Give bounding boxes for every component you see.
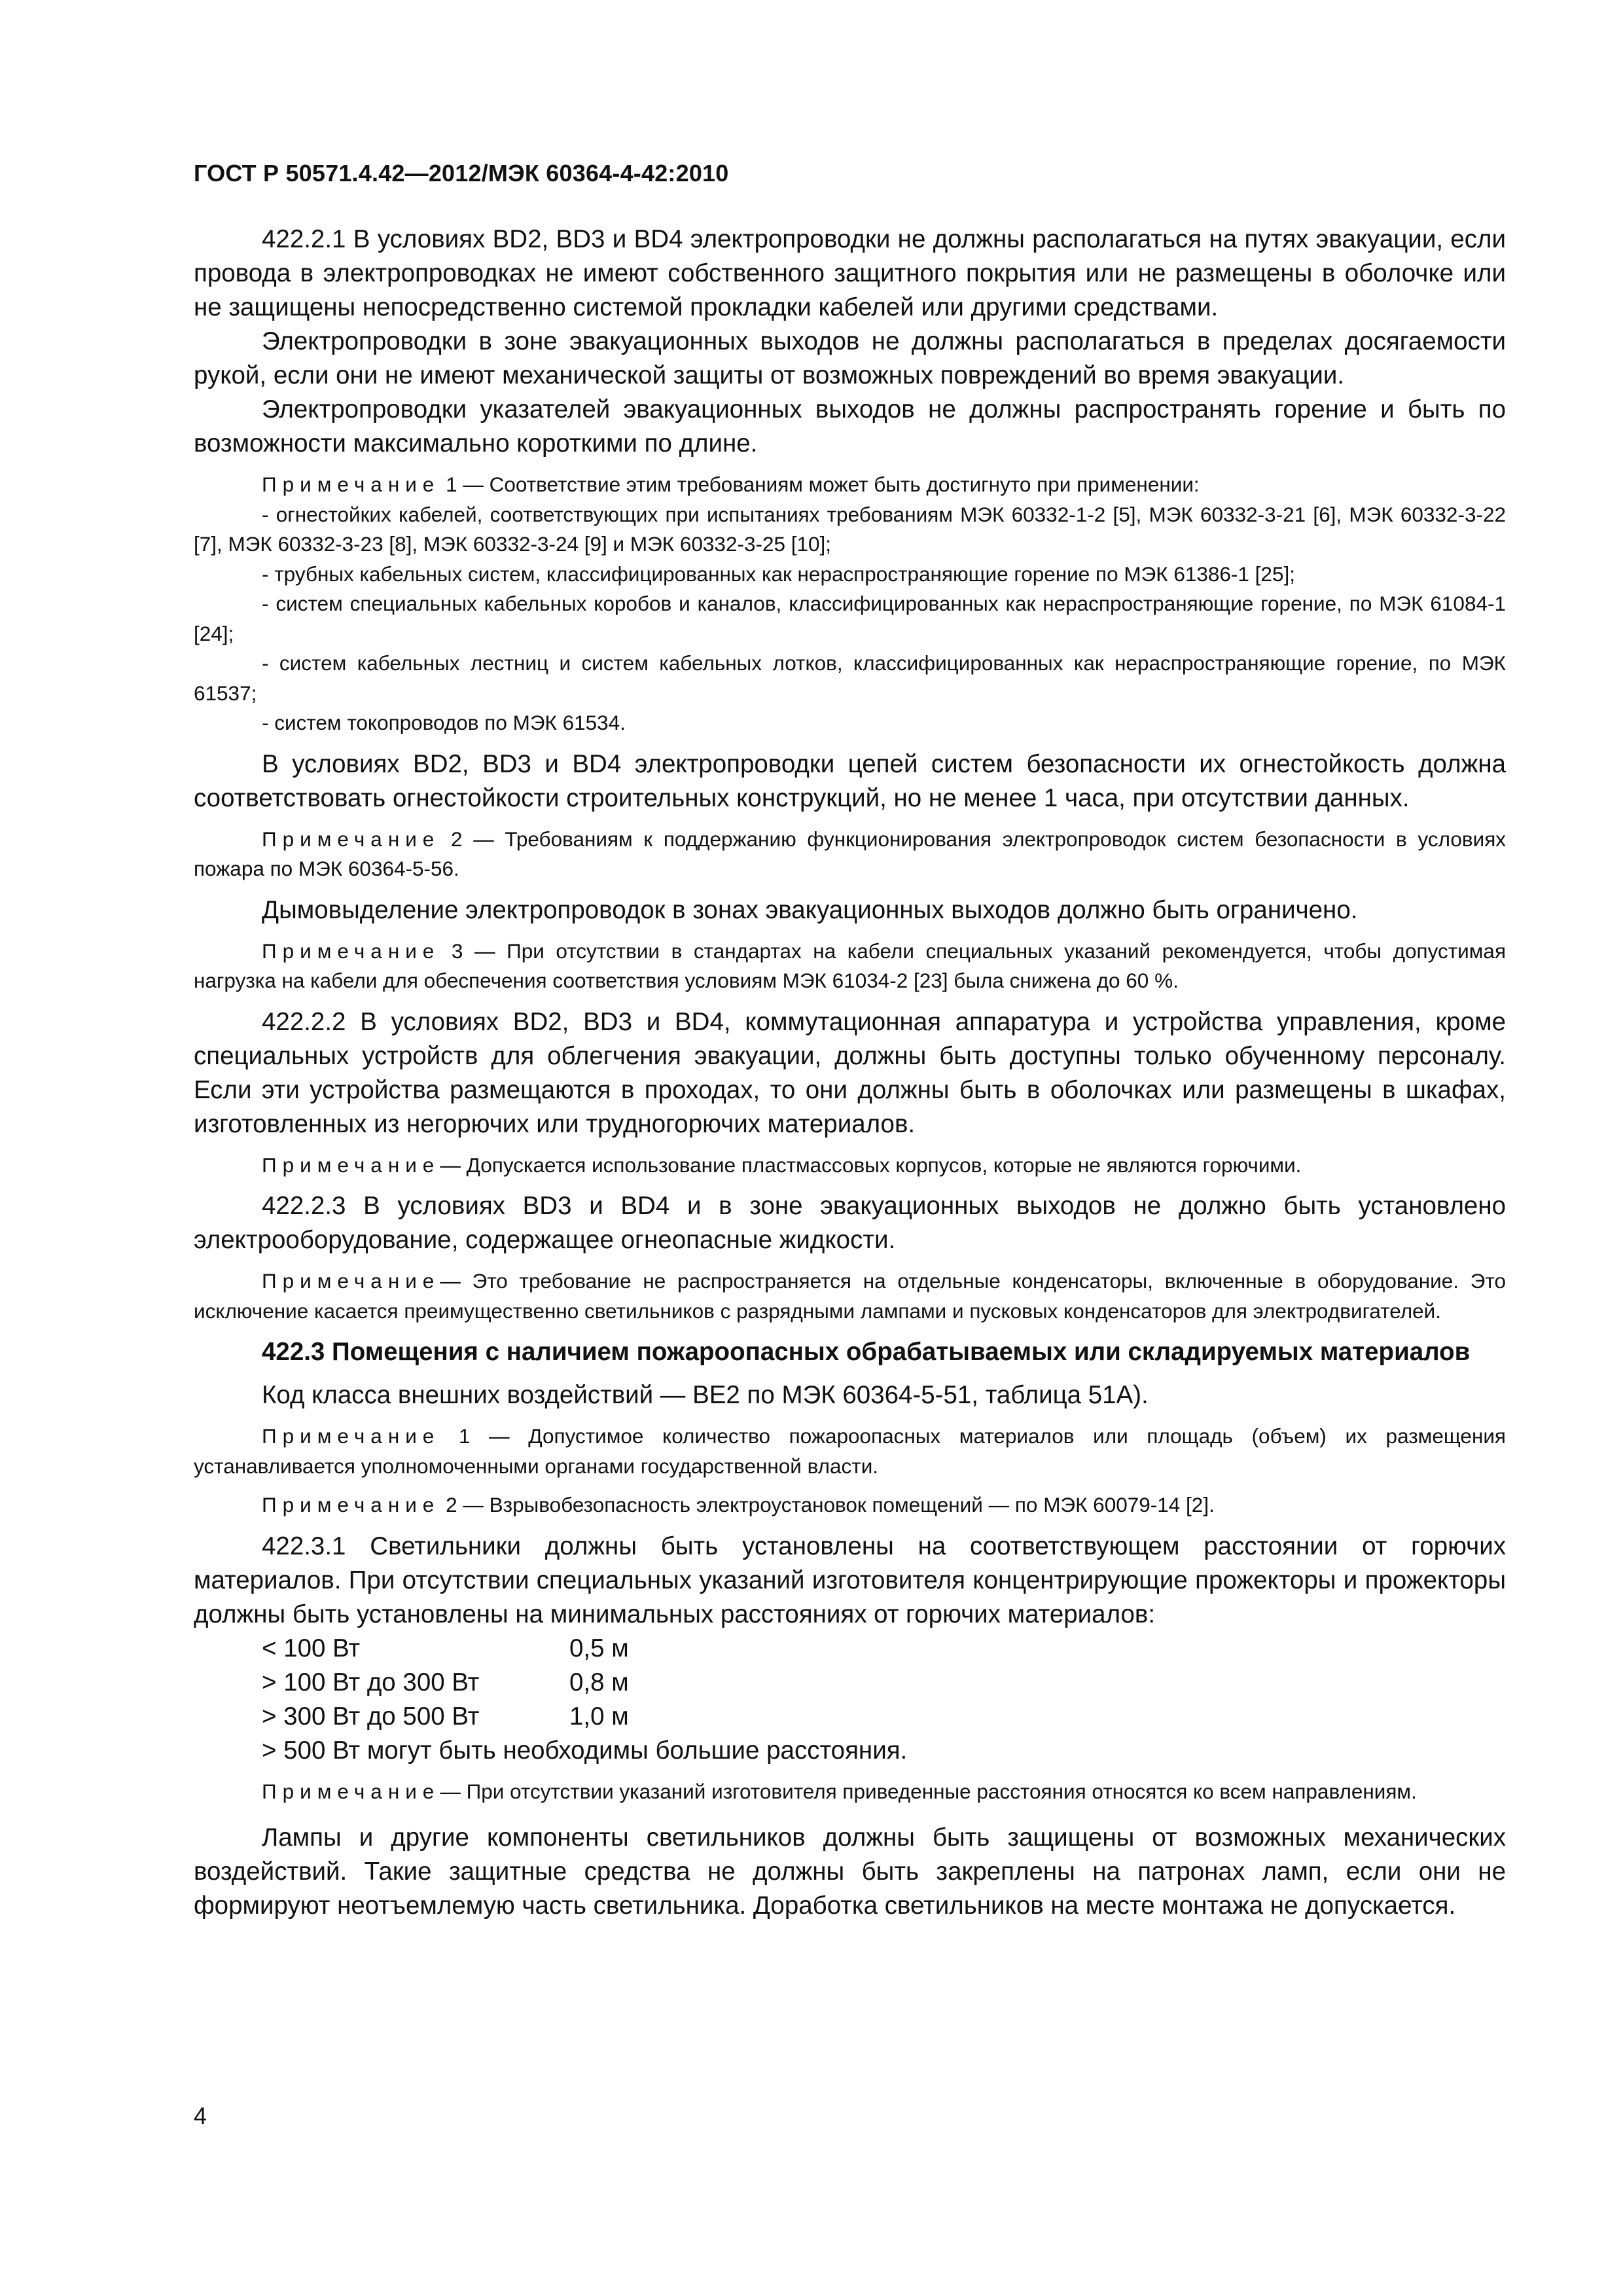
paragraph: Дымовыделение электропроводок в зонах эвакуационных выходов должно быть ограничено. [262,895,1358,924]
paragraph: Код класса внешних воздействий — BE2 по МЭК 60364-5-51, таблица 51А). [262,1381,1149,1409]
paragraph: В условиях BD2, BD3 и BD4 электропроводки цепей систем безопасности их огнестойкость должна соответствовать огнестойкости строительных конструкций, но не менее 1 часа, при отсутствии данных. [194,749,1506,812]
paragraph-422-2-2: 422.2.2 В условиях BD2, BD3 и BD4, коммутационная аппаратура и устройства управления, кроме специальных устройств для облегчения эвакуации, должны быть доступны только обученному персоналу. Если эти устройства размещаются в проходах, то они должны быть в оболочках или размещены в шкафах, изготовленных из негорючих или трудногорючих материалов. [194,1007,1506,1138]
table-row [262,1632,1506,1666]
power-cell: < 100 Вт [262,1634,361,1662]
distance-cell: 0,5 м [569,1634,629,1662]
note-text: 2 — Взрывобезопасность электроустановок помещений — по МЭК 60079-14 [2]. [446,1493,1215,1516]
power-cell: > 300 Вт до 500 Вт [262,1702,480,1731]
note-2 [194,825,1506,884]
note-1 [194,1422,1506,1481]
document-header: ГОСТ Р 50571.4.42—2012/МЭК 60364-4-42:2010 [194,160,729,187]
paragraph-422-2-1: 422.2.1 В условиях BD2, BD3 и BD4 электропроводки не должны располагаться на путях эвакуации, если провода в электропроводках не имеют собственного защитного покрытия или не размещены в оболочке или не защищены непосредственно системой прокладки кабелей или другими средствами. [194,225,1506,321]
note-label: Примечание [262,1424,440,1448]
note-list-item: - огнестойких кабелей, соответствующих при испытаниях требованиям МЭК 60332-1-2 [5], МЭК 60332-3-21 [6], МЭК 60332-3-22 [7], МЭК 60332-3-23 [8], МЭК 60332-3-24 [9] и МЭК 60332-3-25 [10]; [194,502,1506,556]
note-list-item: - трубных кабельных систем, классифицированных как нераспространяющие горение по МЭК 61386-1 [25]; [262,562,1295,586]
document-body [194,223,1506,1923]
note-label: Примечание [262,939,440,963]
paragraph: Электропроводки в зоне эвакуационных выходов не должны располагаться в пределах досягаемости рукой, если они не имеют механической защиты от возможных повреждений во время эвакуации. [194,327,1506,389]
note-text: 3 — При отсутствии в стандартах на кабели специальных указаний рекомендуется, чтобы допустимая нагрузка на кабели для обеспечения соответствия условиям МЭК 61034-2 [23] была снижена до 60 %. [194,939,1506,992]
note [194,1777,1506,1807]
note [194,1266,1506,1326]
note-label: Примечание [262,827,440,851]
paragraph: Электропроводки указателей эвакуационных выходов не должны распространять горение и быть по возможности максимально короткими по длине. [194,395,1506,457]
note-1 [194,470,1506,500]
note-list-item: - систем кабельных лестниц и систем кабельных лотков, классифицированных как нераспространяющие горение, по МЭК 61537; [194,651,1506,705]
power-cell: > 500 Вт могут быть необходимы большие расстояния. [262,1736,908,1765]
table-row [262,1666,1506,1700]
note-label: Примечание [262,1493,440,1516]
note-text: 1 — Соответствие этим требованиям может быть достигнуто при применении: [446,473,1200,496]
paragraph-422-2-3: 422.2.3 В условиях BD3 и BD4 и в зоне эвакуационных выходов не должно быть установлено электрооборудование, содержащее огнеопасные жидкости. [194,1192,1506,1254]
page-number: 4 [194,2102,207,2129]
distance-cell: 0,8 м [569,1668,629,1696]
distance-table [194,1632,1506,1768]
note-label: Примечание [262,1779,440,1803]
table-row [262,1700,1506,1734]
note [194,1151,1506,1181]
note-label: Примечание [262,1153,440,1177]
section-heading-422-3: 422.3 Помещения с наличием пожароопасных обрабатываемых или складируемых материалов [262,1338,1471,1366]
note-2 [194,1490,1506,1520]
note-text: — Это требование не распространяется на отдельные конденсаторы, включенные в оборудование. Это исключение касается преимущественно светильников с разрядными лампами и пусковых конденсаторов для электродвигателей. [194,1269,1506,1323]
distance-cell: 1,0 м [569,1702,629,1731]
paragraph-422-3-1: 422.3.1 Светильники должны быть установлены на соответствующем расстоянии от горючих материалов. При отсутствии специальных указаний изготовителя концентрирующие прожекторы и прожекторы должны быть установлены на минимальных расстояниях от горючих материалов: [194,1532,1506,1628]
table-row [262,1734,1506,1768]
note-text: — Допускается использование пластмассовых корпусов, которые не являются горючими. [440,1153,1302,1177]
note-label: Примечание [262,1269,440,1293]
power-cell: > 100 Вт до 300 Вт [262,1668,480,1696]
paragraph: Лампы и другие компоненты светильников должны быть защищены от возможных механических воздействий. Такие защитные средства не должны быть закреплены на патронах ламп, если они не формируют неотъемлемую часть светильника. Доработка светильников на месте монтажа не допускается. [194,1823,1506,1920]
note-list-item: - систем токопроводов по МЭК 61534. [262,711,626,734]
note-text: 2 — Требованиям к поддержанию функционирования электропроводок систем безопасности в условиях пожара по МЭК 60364-5-56. [194,827,1506,880]
note-3 [194,937,1506,996]
note-list-item: - систем специальных кабельных коробов и каналов, классифицированных как нераспространяющие горение, по МЭК 61084-1 [24]; [194,592,1506,645]
note-text: — При отсутствии указаний изготовителя приведенные расстояния относятся ко всем направлениям. [440,1779,1417,1803]
note-text: 1 — Допустимое количество пожароопасных материалов или площадь (объем) их размещения устанавливается уполномоченными органами государственной власти. [194,1424,1506,1478]
note-label: Примечание [262,473,440,496]
